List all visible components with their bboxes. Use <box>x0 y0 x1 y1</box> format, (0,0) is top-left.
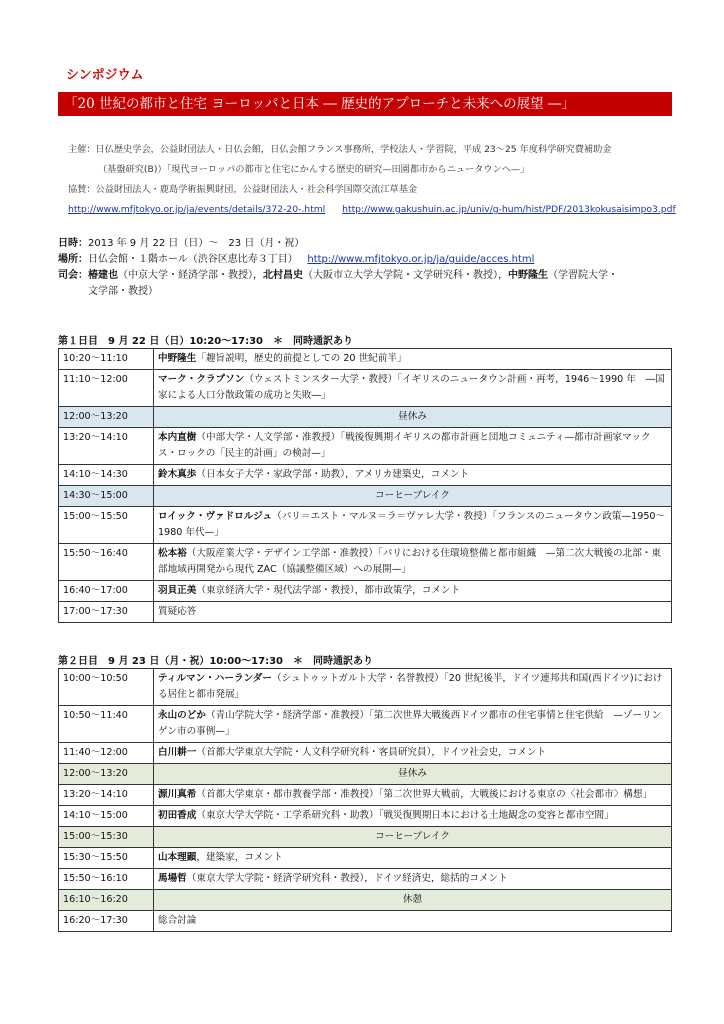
date-label: 日時： <box>58 238 88 249</box>
session-cell <box>154 669 672 706</box>
session-cell <box>154 848 672 869</box>
session-cell <box>154 743 672 764</box>
symposium-title: 「20 世紀の都市と住宅 ヨーロッパと日本 ― 歴史的アプローチと未来への展望 ―」 <box>58 92 672 116</box>
session-cell <box>154 507 672 544</box>
place-line <box>58 252 678 268</box>
time-cell: 16:40～17:00 <box>59 581 154 602</box>
session-text: （首都大学東京大学院・人文科学研究科・客員研究員），ドイツ社会史，コメント <box>196 747 547 758</box>
schedule-row <box>59 465 672 486</box>
organizer-line: 主催：日仏歴史学会，公益財団法人・日仏会館，日仏会館フランス事務所，学校法人・学習院，平成 23～25 年度科学研究費補助金 <box>68 144 612 155</box>
time-cell: 15:30～15:50 <box>59 848 154 869</box>
pdf-link[interactable]: http://www.gakushuin.ac.jp/univ/g-hum/hist/PDF/2013kokusaisimpo3.pdf <box>342 204 676 215</box>
schedule-row <box>59 370 672 407</box>
schedule-row <box>59 428 672 465</box>
session-text: コーヒーブレイク <box>375 831 450 842</box>
session-cell <box>154 544 672 581</box>
grant-line: （基盤研究(B)）「現代ヨーロッパの都市と住宅にかんする歴史的研究—田園都市からニュータウンへ—」 <box>98 164 530 175</box>
schedule-row <box>59 669 672 706</box>
session-text: 「趣旨説明，歴史的前提としての 20 世紀前半」 <box>196 353 407 364</box>
schedule-row <box>59 706 672 743</box>
place-value: 日仏会館・１階ホール（渋谷区恵比寿３丁目） <box>88 254 298 265</box>
time-cell: 16:20～17:30 <box>59 911 154 932</box>
time-cell: 15:50～16:10 <box>59 869 154 890</box>
event-link[interactable]: http://www.mfjtokyo.or.jp/ja/events/details/372-20-.html <box>68 204 326 215</box>
chair-label: 司会： <box>58 270 88 281</box>
schedule-row <box>59 869 672 890</box>
session-text: （東京大学大学院・経済学研究科・教授），ドイツ経済史，総括的コメント <box>186 873 508 884</box>
chair-aff-2: （大阪市立大学大学院・文学研究科・教授）， <box>303 270 508 281</box>
time-cell: 11:40～12:00 <box>59 743 154 764</box>
time-cell: 10:00～10:50 <box>59 669 154 706</box>
chair-line <box>58 268 678 284</box>
time-cell: 17:00～17:30 <box>59 602 154 623</box>
chair-aff-3: （学習院大学・ <box>548 270 618 281</box>
session-text: 昼休み <box>398 768 427 779</box>
access-link[interactable]: http://www.mfjtokyo.or.jp/ja/guide/acces.html <box>307 254 535 265</box>
schedule-row <box>59 890 672 911</box>
session-text: （首都大学東京・都市教養学部・准教授）「第二次世界大戦前，大戦後における東京の〈社会都市〉構想」 <box>196 789 653 800</box>
speaker-name: 白川耕一 <box>158 747 197 758</box>
speaker-name: 羽貝正美 <box>158 585 197 596</box>
place-label: 場所： <box>58 254 88 265</box>
schedule-row <box>59 764 672 785</box>
session-cell <box>154 407 672 428</box>
schedule-row <box>59 486 672 507</box>
session-cell <box>154 785 672 806</box>
schedule-row <box>59 602 672 623</box>
day1-schedule-table <box>58 348 672 623</box>
schedule-row <box>59 544 672 581</box>
session-cell <box>154 370 672 407</box>
chair-aff-1: （中京大学・経済学部・教授）， <box>118 270 263 281</box>
session-cell <box>154 486 672 507</box>
time-cell: 14:30～15:00 <box>59 486 154 507</box>
speaker-name: 松本裕 <box>158 548 187 559</box>
session-cell <box>154 602 672 623</box>
session-cell <box>154 428 672 465</box>
time-cell: 11:10～12:00 <box>59 370 154 407</box>
speaker-name: 初田香成 <box>158 810 197 821</box>
time-cell: 12:00～13:20 <box>59 407 154 428</box>
speaker-name: 鈴木真歩 <box>158 469 197 480</box>
speaker-name: 山本理顕 <box>158 852 197 863</box>
session-cell <box>154 827 672 848</box>
session-cell <box>154 581 672 602</box>
day1-heading: 第１日目 9 月 22 日（日）10:20～17:30 ＊ 同時通訳あり <box>58 336 353 347</box>
session-text: （パリ＝エスト・マルヌ＝ラ＝ヴァレ大学・教授）「フランスのニュータウン政策—1950～1980 年代—」 <box>158 511 666 538</box>
speaker-name: 本内直樹 <box>158 432 197 443</box>
session-text: 質疑応答 <box>158 606 197 617</box>
speaker-name: 永山のどか <box>158 710 206 721</box>
schedule-row <box>59 407 672 428</box>
speaker-name: 馬場哲 <box>158 873 187 884</box>
date-value: 2013 年 9 月 22 日（日）～ 23 日（月・祝） <box>88 238 305 249</box>
schedule-row <box>59 581 672 602</box>
speaker-name: 中野隆生 <box>158 353 197 364</box>
session-cell <box>154 890 672 911</box>
schedule-row <box>59 743 672 764</box>
speaker-name: マーク・クラプソン <box>158 374 245 385</box>
event-info <box>58 236 678 300</box>
supporter-line: 協賛：公益財団法人・鹿島学術振興財団，公益財団法人・社会科学国際交流江草基金 <box>68 184 418 195</box>
session-text: ，建築家，コメント <box>196 852 283 863</box>
chair-name-1: 椿建也 <box>88 270 118 281</box>
session-text: （青山学院大学・経済学部・准教授）「第二次世界大戦後西ドイツ都市の住宅事情と住宅供給 —ゾーリンゲン市の事例—」 <box>158 710 662 737</box>
speaker-name: 源川真希 <box>158 789 197 800</box>
time-cell: 14:10～14:30 <box>59 465 154 486</box>
schedule-row <box>59 507 672 544</box>
time-cell: 15:00～15:50 <box>59 507 154 544</box>
date-line <box>58 236 678 252</box>
sponsors-block <box>68 140 676 220</box>
schedule-row <box>59 911 672 932</box>
time-cell: 14:10～15:00 <box>59 806 154 827</box>
link-row <box>68 200 676 220</box>
time-cell: 10:50～11:40 <box>59 706 154 743</box>
schedule-row <box>59 806 672 827</box>
time-cell: 15:00～15:30 <box>59 827 154 848</box>
day2-heading: 第２日目 9 月 23 日（月・祝）10:00～17:30 ＊ 同時通訳あり <box>58 656 373 667</box>
speaker-name: ロイック・ヴァドロルジュ <box>158 511 273 522</box>
session-text: （東京大学大学院・工学系研究科・助教）「戦災復興期日本における土地観念の変容と都市空間」 <box>196 810 614 821</box>
session-text: （大阪産業大学・デザイン工学部・准教授）「パリにおける住環境整備と都市組織 —第二次大戦後の北部・東部地域再開発から現代 ZAC（協議整備区域）への展開—」 <box>158 548 661 575</box>
session-text: 総合討論 <box>158 915 197 926</box>
schedule-row <box>59 785 672 806</box>
session-cell <box>154 349 672 370</box>
session-text: コーヒーブレイク <box>375 490 450 501</box>
session-text: （日本女子大学・家政学部・助教），アメリカ建築史，コメント <box>196 469 470 480</box>
speaker-name: ティルマン・ハーランダー <box>158 673 272 684</box>
session-text: 休憩 <box>402 894 423 905</box>
session-text: （東京経済大学・現代法学部・教授），都市政策学，コメント <box>196 585 461 596</box>
session-cell <box>154 764 672 785</box>
chair-name-2: 北村昌史 <box>263 270 303 281</box>
session-cell <box>154 806 672 827</box>
session-cell <box>154 869 672 890</box>
chair-name-3: 中野隆生 <box>508 270 548 281</box>
session-cell <box>154 706 672 743</box>
time-cell: 13:20～14:10 <box>59 428 154 465</box>
schedule-row <box>59 349 672 370</box>
time-cell: 13:20～14:10 <box>59 785 154 806</box>
chair-line-cont: 文学部・教授） <box>88 286 158 297</box>
schedule-row <box>59 827 672 848</box>
time-cell: 16:10～16:20 <box>59 890 154 911</box>
time-cell: 15:50～16:40 <box>59 544 154 581</box>
symposium-label: シンポジウム <box>66 68 144 83</box>
session-text: （中部大学・人文学部・准教授）「戦後復興期イギリスの都市計画と団地コミュニティ—都市計画家マックス・ロックの「民主的計画」の検討—」 <box>158 432 651 459</box>
day2-schedule-table <box>58 668 672 932</box>
session-cell <box>154 911 672 932</box>
time-cell: 12:00～13:20 <box>59 764 154 785</box>
session-text: （シュトゥットガルト大学・名誉教授）「20 世紀後半，ドイツ連邦共和国(西ドイツ)における居住と都市発展」 <box>158 673 663 700</box>
time-cell: 10:20～11:10 <box>59 349 154 370</box>
session-cell <box>154 465 672 486</box>
session-text: 昼休み <box>398 411 427 422</box>
session-text: （ウェストミンスター大学・教授）「イギリスのニュータウン計画・再考，1946～1990 年 ―国家による人口分散政策の成功と失敗―」 <box>158 374 665 401</box>
schedule-row <box>59 848 672 869</box>
